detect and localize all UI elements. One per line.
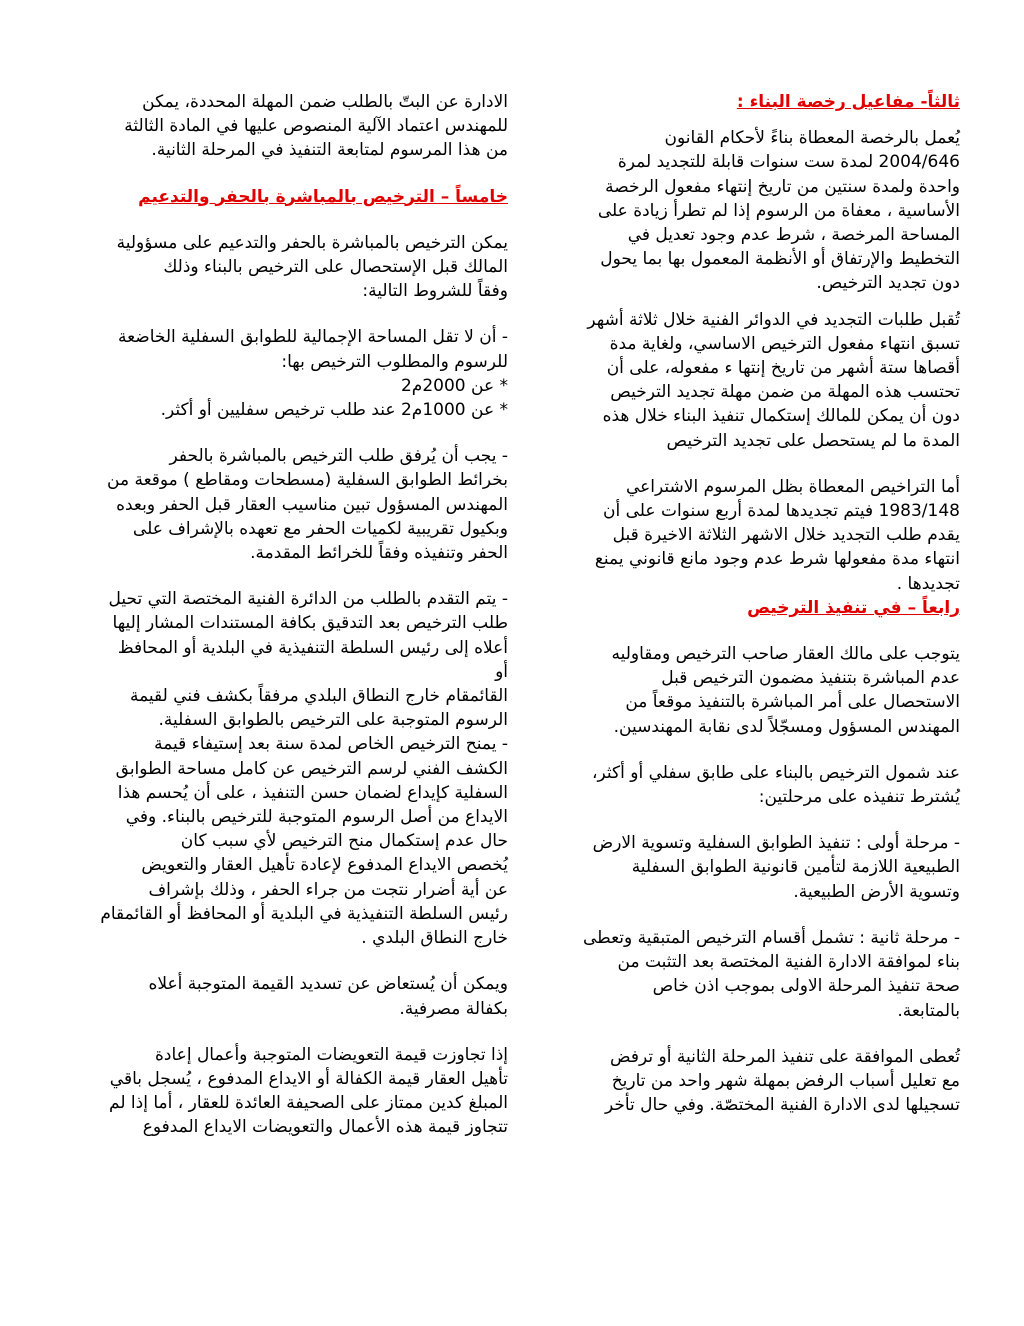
text-line: تتجاوز قيمة هذه الأعمال والتعويضات الايداع المدفوع <box>142 1117 508 1138</box>
text-line: المبلغ كدين ممتاز على الصحيفة العائدة للعقار ، أما إذا لم <box>109 1093 508 1114</box>
text-line: المهندس المسؤول تبين مناسيب العقار قبل الحفر وبعده <box>116 494 508 515</box>
text-line: المالك قبل الإستحصال على الترخيص بالبناء وذلك <box>163 257 508 278</box>
text-line: - أن لا تقل المساحة الإجمالية للطوابق السفلية الخاضعة <box>117 327 508 348</box>
text-line: أعلاه إلى رئيس السلطة التنفيذية في البلدية أو المحافظ أو <box>117 637 508 682</box>
paragraph-r6 <box>552 831 960 904</box>
text-line: عند شمول الترخيص بالبناء على طابق سفلي أو أكثر، <box>592 762 960 783</box>
text-line: عن أية أضرار نتجت من جراء الحفر ، وذلك بإشراف <box>148 879 508 900</box>
text-line: بكفالة مصرفية. <box>399 998 508 1019</box>
text-line: من هذا المرسوم لمتابعة التنفيذ في المرحلة الثانية. <box>151 140 508 161</box>
text-line: تُقبل طلبات التجديد في الدوائر الفنية خلال ثلاثة أشهر <box>587 309 960 330</box>
text-line: الادارة عن البتّ بالطلب ضمن المهلة المحددة، يمكن <box>142 92 508 112</box>
text-line: السفلية كإيداع لضمان حسن التنفيذ ، على أن يُحسم هذا <box>117 782 508 803</box>
paragraph-l2 <box>100 231 508 304</box>
text-line: وتسوية الأرض الطبيعية. <box>793 881 960 902</box>
text-line: الاستحصال على أمر المباشرة بالتنفيذ موقعاً من <box>625 692 960 713</box>
text-line: واحدة ولمدة سنتين من تاريخ إنتهاء مفعول الرخصة <box>605 176 960 197</box>
text-line: أما التراخيص المعطاة بظل المرسوم الاشتراعي <box>625 476 960 497</box>
text-line: عدم المباشرة بتنفيذ مضمون الترخيص قبل <box>661 668 960 689</box>
text-line: يمكن الترخيص بالمباشرة بالحفر والتدعيم على مسؤولية <box>116 232 508 253</box>
text-line: تحتسب هذه المهلة من ضمن مهلة تجديد الترخيص <box>610 382 960 403</box>
paragraph-r7 <box>552 926 960 1023</box>
text-line: ويمكن أن يُستعاض عن تسديد القيمة المتوجبة أعلاه <box>148 974 508 995</box>
text-line: الايداع من أصل الرسوم المتوجبة للترخيص بالبناء. وفي <box>125 807 508 828</box>
text-line: - يمنح الترخيص الخاص لمدة سنة بعد إستيفاء قيمة <box>154 734 508 755</box>
paragraph-l1 <box>100 90 508 163</box>
text-line: إذا تجاوزت قيمة التعويضات المتوجبة وأعمال إعادة <box>155 1044 508 1065</box>
text-line: مع تعليل أسباب الرفض بمهلة شهر واحد من تاريخ <box>611 1070 960 1091</box>
text-line: - مرحلة أولى : تنفيذ الطوابق السفلية وتسوية الارض <box>592 833 960 854</box>
right-column <box>552 90 960 1117</box>
text-line: حال عدم إستكمال منح الترخيص لأي سبب كان <box>180 831 508 852</box>
text-line: القائمقام خارج النطاق البلدي مرفقاً بكشف فني لقيمة <box>129 686 508 707</box>
text-line: - يتم التقدم بالطلب من الدائرة الفنية المختصة التي تحيل <box>108 589 508 610</box>
paragraph-r5 <box>552 761 960 809</box>
text-line: بالمتابعة. <box>897 1000 960 1021</box>
section-heading-fourth: رابعاً – في تنفيذ الترخيص <box>747 597 960 618</box>
text-line: يتوجب على مالك العقار صاحب الترخيص ومقاوليه <box>611 644 960 665</box>
text-line: للمهندس اعتماد الآلية المنصوص عليها في المادة الثالثة <box>124 116 508 137</box>
text-line: الحفر وتنفيذه وفقاً للخرائط المقدمة. <box>250 543 508 564</box>
text-line: رئيس السلطة التنفيذية في البلدية أو المحافظ أو القائمقام <box>100 903 508 924</box>
paragraph-r2 <box>552 308 960 453</box>
paragraph-r4 <box>552 642 960 739</box>
text-line: الرسوم المتوجبة على الترخيص بالطوابق السفلية. <box>158 710 508 731</box>
text-line: دون تجديد الترخيص. <box>816 273 960 294</box>
paragraph-l3 <box>100 325 508 422</box>
text-line: دون أن يمكن للمالك إستكمال تنفيذ البناء خلال هذه <box>602 406 960 427</box>
text-line: طلب الترخيص بعد التدقيق بكافة المستندات المشار إليها <box>112 613 508 634</box>
text-line: للرسوم والمطلوب الترخيص بها: <box>281 351 508 372</box>
text-line: تُعطى الموافقة على تنفيذ المرحلة الثانية أو ترفض <box>610 1046 960 1067</box>
text-line: بناء لموافقة الادارة الفنية المختصة بعد التثبت من <box>617 952 960 973</box>
text-line: انتهاء مدة مفعولها شرط عدم وجود مانع قانوني يمنع <box>594 549 960 570</box>
text-line: الطبيعية اللازمة لتأمين قانونية الطوابق السفلية <box>631 857 960 878</box>
text-line: المهندس المسؤول ومسجّلاً لدى نقابة المهندسين. <box>613 716 960 737</box>
text-line: 1983/148 فيتم تجديدها لمدة أربع سنوات على أن <box>603 501 960 522</box>
paragraph-r1 <box>552 126 960 295</box>
paragraph-r8 <box>552 1045 960 1118</box>
paragraph-r3 <box>552 475 960 596</box>
text-line: وفقاً للشروط التالية: <box>362 281 508 302</box>
text-line: - يجب أن يُرفق طلب الترخيص بالمباشرة بالحفر <box>169 446 508 467</box>
text-line: المساحة المرخصة ، شرط عدم وجود تعديل في <box>627 225 960 246</box>
text-line: يُخصص الايداع المدفوع لإعادة تأهيل العقار والتعويض <box>141 855 508 876</box>
text-line: يُعمل بالرخصة المعطاة بناءً لأحكام القانون <box>664 128 960 149</box>
section-heading-fifth: خامساً – الترخيص بالمباشرة بالحفر والتدعيم <box>138 186 508 207</box>
text-line: الكشف الفني لرسم الترخيص عن كامل مساحة الطوابق <box>115 758 508 779</box>
left-column <box>100 90 508 1140</box>
text-line: وبكيول تقريبية لكميات الحفر مع تعهده بالإشراف على <box>132 518 508 539</box>
text-line: خارج النطاق البلدي . <box>361 928 508 949</box>
paragraph-l7 <box>100 1043 508 1140</box>
text-line: تأهيل العقار قيمة الكفالة أو الايداع المدفوع ، يُسجل باقي <box>109 1068 508 1089</box>
text-line: * عن 2000م2 <box>400 375 508 396</box>
text-line: 2004/646 لمدة ست سنوات قابلة للتجديد لمرة <box>617 152 960 173</box>
text-line: تجديدها . <box>896 573 960 594</box>
text-line: * عن 1000م2 عند طلب ترخيص سفليين أو أكثر. <box>160 400 508 421</box>
text-line: صحة تنفيذ المرحلة الاولى بموجب اذن خاص <box>652 976 960 997</box>
paragraph-l6 <box>100 972 508 1020</box>
text-line: المدة ما لم يستحصل على تجديد الترخيص <box>666 430 960 451</box>
text-line: التخطيط والإرتفاق أو الأنظمة المعمول بها بما يحول <box>600 249 960 270</box>
text-line: أقصاها ستة أشهر من تاريخ إنتها ء مفعوله، على أن <box>606 358 960 379</box>
text-line: يُشترط تنفيذه على مرحلتين: <box>758 787 960 808</box>
text-line: تسجيلها لدى الادارة الفنية المختصّة. وفي حال تأخر <box>604 1095 960 1116</box>
text-line: يقدم طلب التجديد خلال الاشهر الثلاثة الاخيرة قبل <box>612 525 960 546</box>
text-line: تسبق انتهاء مفعول الترخيص الاساسي، ولغاية مدة <box>609 333 960 354</box>
text-line: الأساسية ، معفاة من الرسوم إذا لم تطرأ زيادة على <box>597 200 960 221</box>
paragraph-l5 <box>100 587 508 950</box>
section-heading-third: ثالثاً- مفاعيل رخصة البناء : <box>736 92 960 112</box>
text-line: - مرحلة ثانية : تشمل أقسام الترخيص المتبقية وتعطى <box>582 927 960 948</box>
text-line: بخرائط الطوابق السفلية (مسطحات ومقاطع ) موقعة من <box>107 470 508 491</box>
paragraph-l4 <box>100 444 508 565</box>
